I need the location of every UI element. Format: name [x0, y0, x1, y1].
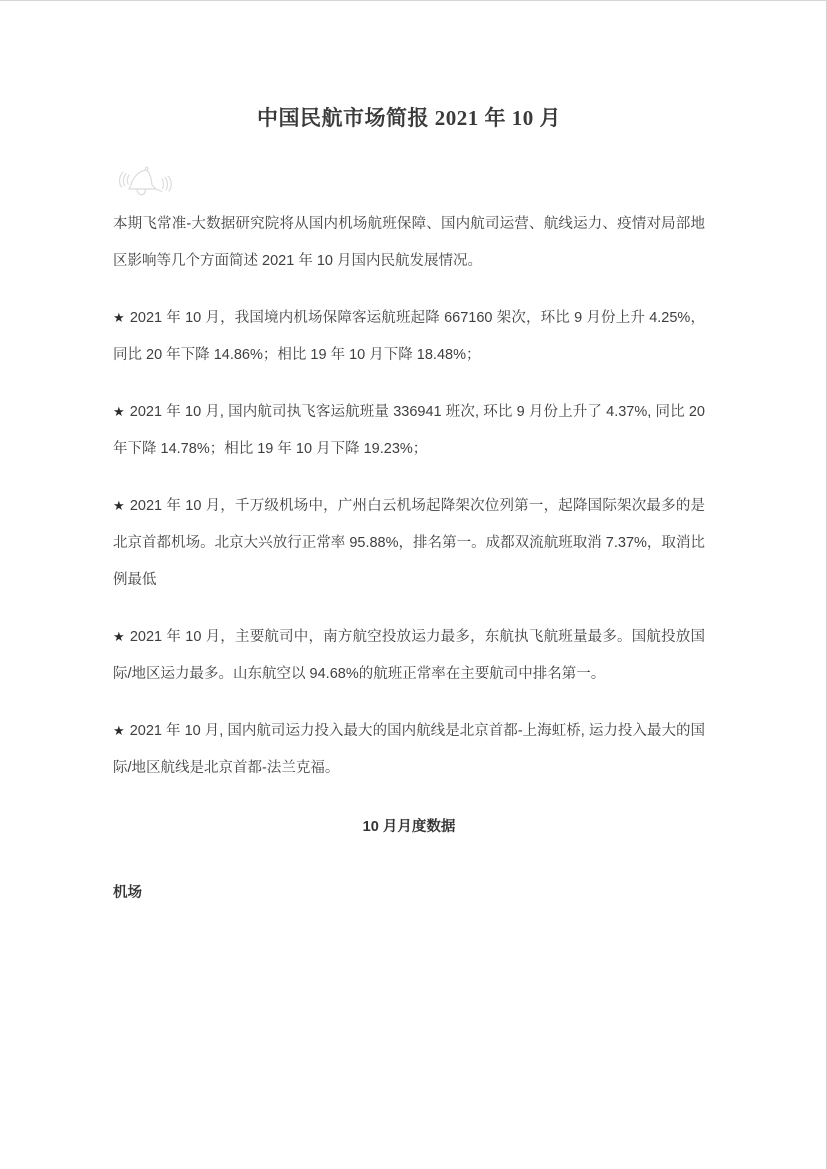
bullet-text: 2021 年 10 月, 国内航司执飞客运航班量 336941 班次, 环比 9 月份上升了 4.37%, 同比 20 年下降 14.78%；相比 19 年 10 月下降 19.23%；	[113, 404, 705, 458]
ringing-bell-icon	[115, 162, 189, 202]
section-heading-airport: 机场	[113, 885, 142, 902]
page-title: 中国民航市场简报 2021 年 10 月	[257, 106, 561, 130]
bullet-text: 2021 年 10 月，千万级机场中，广州白云机场起降架次位列第一，起降国际架次最多的是北京首都机场。北京大兴放行正常率 95.88%，排名第一。成都双流航班取消 7.37%，取消比例最低	[113, 498, 706, 589]
star-bullet-icon: ★	[113, 629, 125, 645]
star-bullet-icon: ★	[113, 404, 125, 420]
bullet-text: 2021 年 10 月, 国内航司运力投入最大的国内航线是北京首都-上海虹桥, 运力投入最大的国际/地区航线是北京首都-法兰克福。	[113, 723, 705, 777]
bullet-item	[113, 393, 705, 468]
star-bullet-icon: ★	[113, 310, 125, 326]
bullet-item	[113, 712, 705, 787]
bullet-item	[113, 299, 705, 374]
star-bullet-icon: ★	[113, 498, 125, 514]
section-heading-monthly-data: 10 月月度数据	[362, 819, 456, 836]
decorative-icon-area	[113, 162, 705, 202]
bullet-item	[113, 618, 705, 693]
bullet-text: 2021 年 10 月，主要航司中，南方航空投放运力最多，东航执飞航班量最多。国航投放国际/地区运力最多。山东航空以 94.68%的航班正常率在主要航司中排名第一。	[113, 629, 706, 683]
document-content	[113, 1, 705, 912]
bullet-item	[113, 487, 705, 599]
star-bullet-icon: ★	[113, 723, 125, 739]
intro-paragraph: 本期飞常准-大数据研究院将从国内机场航班保障、国内航司运营、航线运力、疫情对局部地区影响等几个方面简述 2021 年 10 月国内民航发展情况。	[113, 216, 705, 270]
bullet-text: 2021 年 10 月，我国境内机场保障客运航班起降 667160 架次，环比 9 月份上升 4.25%，同比 20 年下降 14.86%；相比 19 年 10 月下降 18.48%；	[113, 310, 705, 364]
